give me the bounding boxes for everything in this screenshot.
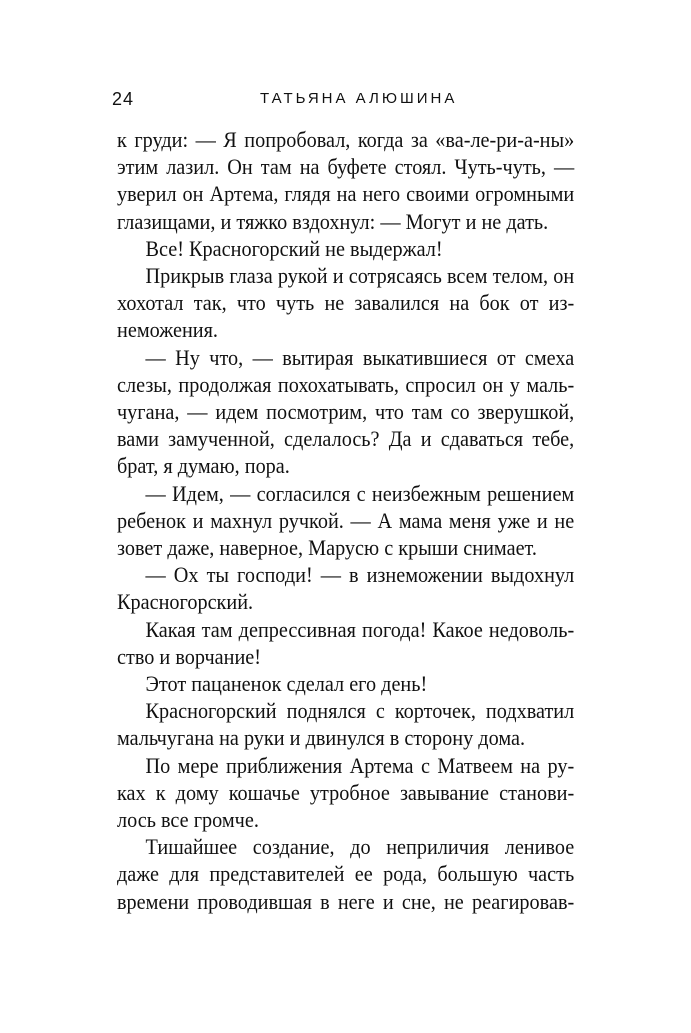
page-number: 24 [112,89,135,109]
paragraph: Красногорский поднялся с корточек, подхватил мальчугана на руки и двинулся в сторону дома. [117,698,575,751]
paragraph: Этот пацаненок сделал его день! [145,671,428,697]
paragraph: — Ох ты господи! — в изнеможении выдохнул Красногорский. [117,562,575,615]
paragraph: — Ну что, — вытирая выкатившиеся от смеха слезы, продолжая похохатывать, спросил он у мальчугана, — идем посмотрим, что там со зверушкой, вами замученной, сделалось? Да и сдаваться тебе, брат, я думаю, пора. [117,344,575,479]
paragraph: Какая там депрессивная погода! Какое недовольство и ворчание! [117,616,575,669]
paragraph: Тишайшее создание, до неприличия ленивое даже для представителей ее рода, большую часть времени проводившая в неге и сне, не реагировав- [117,834,575,914]
running-header [112,89,579,111]
paragraph: Все! Красногорский не выдержал! [145,235,443,261]
paragraph: Прикрыв глаза рукой и сотрясаясь всем телом, он хохотал так, что чуть не завалился на бок от изнеможения. [117,263,575,343]
paragraph: — Идем, — согласился с неизбежным решением ребенок и махнул ручкой. — А мама меня уже и не зовет даже, наверное, Марусю с крыши снимает. [117,480,575,561]
paragraph: к груди: — Я попробовал, когда за «ва-ле-ри-а-ны» этим лазил. Он там на буфете стоял. Чуть-чуть, — уверил он Артема, глядя на него своими огромными глазищами, и тяжко вздохнул: — Могут и не дать. [117,127,575,234]
paragraph: По мере приближения Артема с Матвеем на руках к дому кошачье утробное завывание становилось все громче. [117,752,575,833]
running-title: ТАТЬЯНА АЛЮШИНА [260,90,458,107]
body-text [117,126,574,915]
